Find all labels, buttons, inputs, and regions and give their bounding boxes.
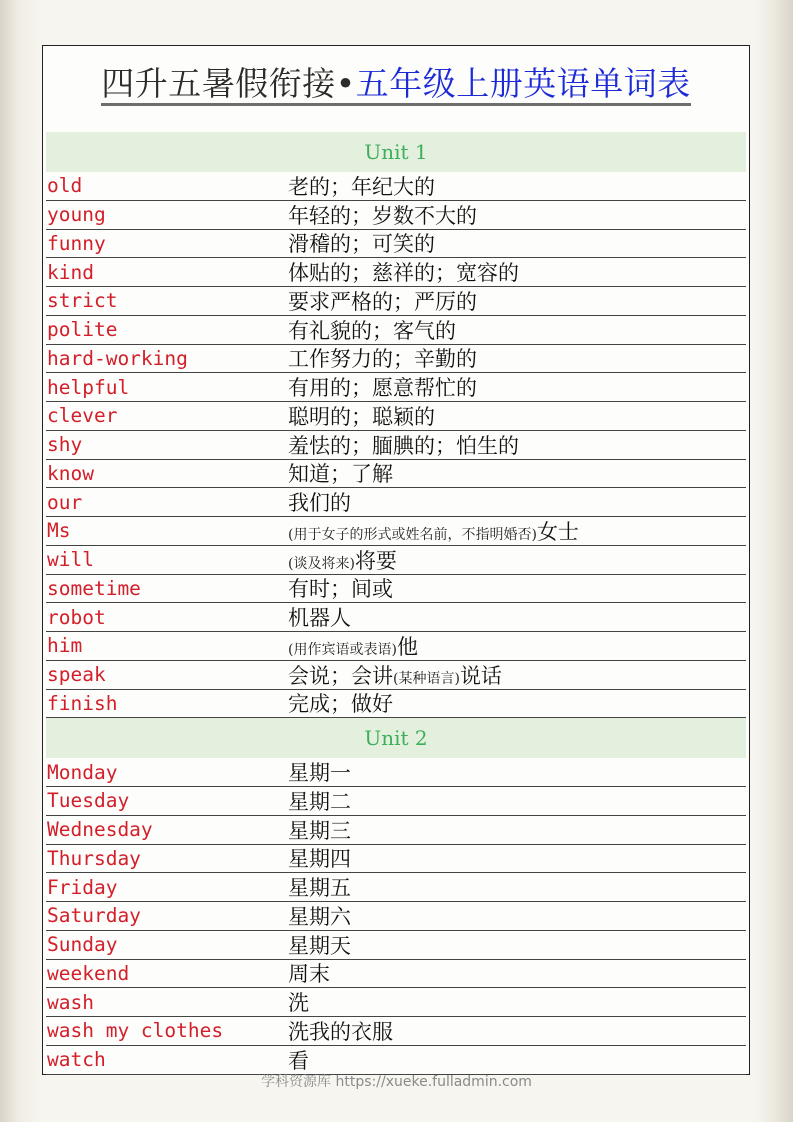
meaning-text: 洗 bbox=[288, 991, 309, 1016]
word-row bbox=[46, 488, 746, 517]
meaning-text: 星期二 bbox=[288, 789, 351, 814]
english-word: Ms bbox=[47, 519, 71, 543]
meaning-text: 聪明的；聪颖的 bbox=[288, 404, 435, 429]
meaning-text: 机器人 bbox=[288, 606, 351, 631]
word-row bbox=[46, 816, 746, 845]
meaning-text: 星期天 bbox=[288, 933, 351, 958]
word-row bbox=[46, 902, 746, 931]
chinese-meaning bbox=[288, 786, 351, 816]
word-row bbox=[46, 258, 746, 287]
chinese-meaning bbox=[288, 872, 351, 902]
english-word: clever bbox=[47, 404, 118, 428]
meaning-text: 他 bbox=[396, 634, 418, 659]
meaning-text: 星期四 bbox=[288, 847, 351, 872]
meaning-text: 将要 bbox=[354, 548, 397, 573]
chinese-meaning bbox=[288, 487, 351, 517]
word-row bbox=[46, 316, 746, 345]
word-row bbox=[46, 1017, 746, 1046]
english-word: Friday bbox=[47, 875, 118, 899]
english-word: Tuesday bbox=[47, 789, 130, 813]
chinese-meaning bbox=[288, 815, 351, 845]
english-word: Sunday bbox=[47, 933, 118, 957]
word-row bbox=[46, 575, 746, 604]
meaning-text: 老的；年纪大的 bbox=[288, 174, 435, 199]
word-row bbox=[46, 546, 746, 575]
meaning-text: 知道；了解 bbox=[288, 462, 393, 487]
english-word: wash my clothes bbox=[47, 1019, 224, 1043]
meaning-text: 体贴的；慈祥的；宽容的 bbox=[288, 261, 519, 286]
chinese-meaning bbox=[288, 401, 435, 431]
english-word: old bbox=[47, 174, 83, 198]
usage-note: (谈及将来) bbox=[288, 555, 355, 572]
vocabulary-table bbox=[46, 132, 746, 1075]
english-word: know bbox=[47, 461, 94, 485]
word-row bbox=[46, 603, 746, 632]
word-row bbox=[46, 845, 746, 874]
meaning-text-2: 说话 bbox=[459, 663, 502, 688]
meaning-text: 看 bbox=[288, 1048, 309, 1073]
chinese-meaning bbox=[288, 343, 477, 373]
meaning-text: 周末 bbox=[288, 962, 330, 987]
vocabulary-sheet bbox=[42, 45, 750, 1075]
meaning-text: 星期五 bbox=[288, 876, 351, 901]
usage-note: (某种语言) bbox=[393, 670, 460, 687]
english-word: wash bbox=[47, 990, 94, 1014]
title-separator: • bbox=[336, 64, 356, 106]
english-word: strict bbox=[47, 289, 118, 313]
english-word: hard-working bbox=[47, 346, 188, 370]
english-word: helpful bbox=[47, 375, 130, 399]
english-word: finish bbox=[47, 691, 118, 715]
word-row bbox=[46, 345, 746, 374]
word-row bbox=[46, 460, 746, 489]
chinese-meaning bbox=[288, 660, 502, 690]
chinese-meaning bbox=[288, 602, 351, 632]
word-row bbox=[46, 517, 746, 546]
meaning-text: 完成；做好 bbox=[288, 692, 393, 717]
word-row bbox=[46, 960, 746, 989]
chinese-meaning bbox=[288, 757, 351, 787]
english-word: funny bbox=[47, 231, 106, 255]
english-word: Saturday bbox=[47, 904, 141, 928]
chinese-meaning bbox=[288, 458, 393, 488]
word-row bbox=[46, 873, 746, 902]
meaning-text: 工作努力的；辛勤的 bbox=[288, 347, 477, 372]
chinese-meaning bbox=[288, 228, 435, 258]
chinese-meaning bbox=[288, 843, 351, 873]
english-word: polite bbox=[47, 318, 118, 342]
meaning-text: 要求严格的；严厉的 bbox=[288, 289, 477, 314]
english-word: shy bbox=[47, 433, 83, 457]
english-word: Wednesday bbox=[47, 818, 153, 842]
english-word: young bbox=[47, 203, 106, 227]
chinese-meaning bbox=[288, 688, 393, 718]
chinese-meaning bbox=[288, 545, 397, 575]
meaning-text: 女士 bbox=[536, 519, 579, 544]
english-word: kind bbox=[47, 260, 94, 284]
chinese-meaning bbox=[288, 286, 477, 316]
usage-note: (用于女子的形式或姓名前，不指明婚否) bbox=[288, 526, 537, 543]
english-word: him bbox=[47, 634, 83, 658]
english-word: robot bbox=[47, 605, 106, 629]
chinese-meaning bbox=[288, 901, 351, 931]
meaning-text: 星期三 bbox=[288, 818, 351, 843]
chinese-meaning bbox=[288, 171, 435, 201]
chinese-meaning bbox=[288, 257, 519, 287]
word-row bbox=[46, 690, 746, 719]
title-part2: 五年级上册英语单词表 bbox=[356, 64, 691, 106]
word-row bbox=[46, 172, 746, 201]
word-row bbox=[46, 431, 746, 460]
english-word: our bbox=[47, 490, 83, 514]
word-row bbox=[46, 402, 746, 431]
chinese-meaning bbox=[288, 987, 309, 1017]
chinese-meaning bbox=[288, 200, 477, 230]
chinese-meaning bbox=[288, 516, 579, 546]
meaning-text: 羞怯的；腼腆的；怕生的 bbox=[288, 433, 519, 458]
word-row bbox=[46, 661, 746, 690]
chinese-meaning bbox=[288, 1016, 393, 1046]
footer-watermark: 学科资源库 https://xueke.fulladmin.com bbox=[261, 1074, 532, 1090]
meaning-text: 星期六 bbox=[288, 904, 351, 929]
usage-note: (用作宾语或表语) bbox=[288, 641, 397, 658]
english-word: sometime bbox=[47, 576, 141, 600]
meaning-text: 会说；会讲 bbox=[288, 663, 393, 688]
meaning-text: 有礼貌的；客气的 bbox=[288, 318, 456, 343]
word-row bbox=[46, 230, 746, 259]
meaning-text: 有用的；愿意帮忙的 bbox=[288, 376, 477, 401]
meaning-text: 滑稽的；可笑的 bbox=[288, 232, 435, 257]
word-row bbox=[46, 988, 746, 1017]
unit-header: Unit 2 bbox=[46, 718, 746, 758]
english-word: will bbox=[47, 548, 94, 572]
english-word: Thursday bbox=[47, 846, 141, 870]
meaning-text: 有时；间或 bbox=[288, 577, 393, 602]
unit-header: Unit 1 bbox=[46, 132, 746, 172]
word-row bbox=[46, 373, 746, 402]
page-title bbox=[43, 58, 749, 105]
chinese-meaning bbox=[288, 430, 519, 460]
english-word: weekend bbox=[47, 961, 130, 985]
word-row bbox=[46, 201, 746, 230]
meaning-text: 星期一 bbox=[288, 761, 351, 786]
word-row bbox=[46, 632, 746, 661]
meaning-text: 年轻的；岁数不大的 bbox=[288, 203, 477, 228]
chinese-meaning bbox=[288, 930, 351, 960]
word-row bbox=[46, 787, 746, 816]
word-row bbox=[46, 758, 746, 787]
english-word: Monday bbox=[47, 760, 118, 784]
chinese-meaning bbox=[288, 315, 456, 345]
meaning-text: 洗我的衣服 bbox=[288, 1019, 393, 1044]
chinese-meaning bbox=[288, 958, 330, 988]
word-row bbox=[46, 287, 746, 316]
chinese-meaning bbox=[288, 573, 393, 603]
meaning-text: 我们的 bbox=[288, 491, 351, 516]
english-word: watch bbox=[47, 1048, 106, 1072]
english-word: speak bbox=[47, 663, 106, 687]
title-part1: 四升五暑假衔接 bbox=[101, 64, 336, 106]
word-row bbox=[46, 931, 746, 960]
chinese-meaning bbox=[288, 631, 418, 661]
chinese-meaning bbox=[288, 372, 477, 402]
